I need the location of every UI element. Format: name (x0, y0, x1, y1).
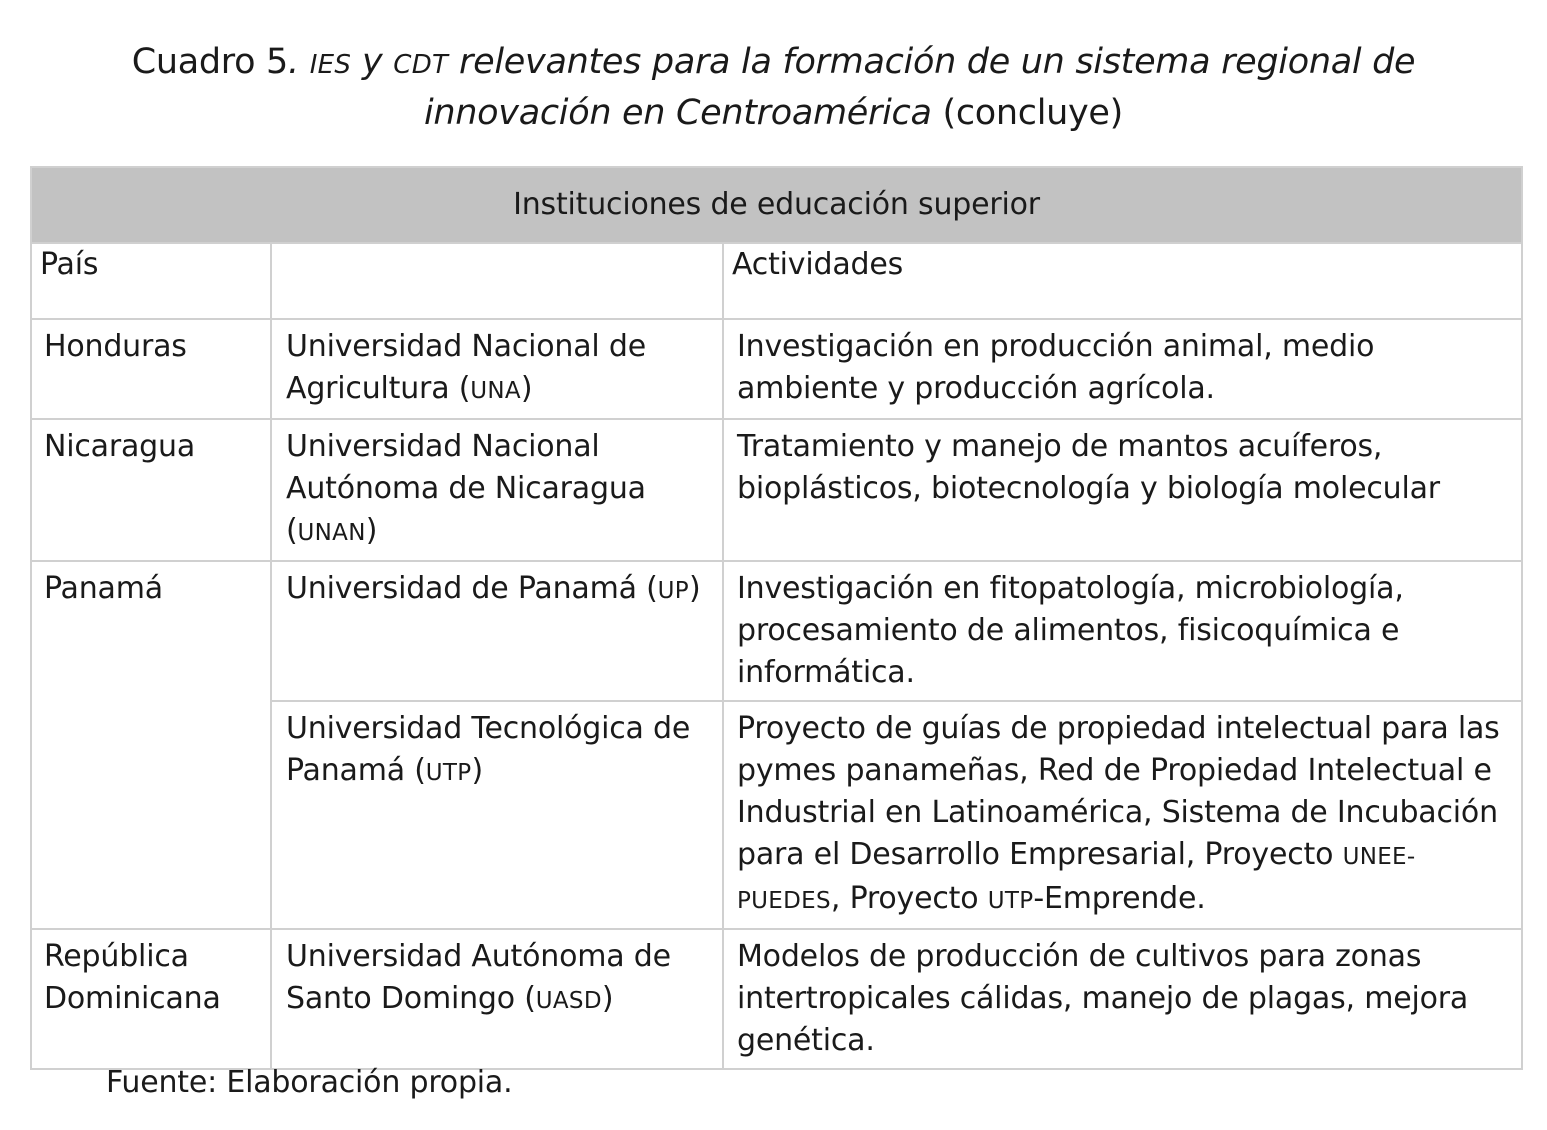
institution-cell: Universidad Tecnológica de Panamá (UTP) (271, 701, 723, 929)
country-cell: Panamá (31, 561, 271, 929)
country-cell: República Dominicana (31, 929, 271, 1069)
col-header-activities: Actividades (723, 243, 1522, 319)
col-header-institution (271, 243, 723, 319)
band-header-row (31, 167, 1522, 243)
institution-abbr: UNAN (297, 520, 366, 546)
institution-cell: Universidad Nacional Autónoma de Nicaragua (UNAN) (271, 419, 723, 561)
activities-abbr: UNEE-PUEDES (737, 844, 1416, 914)
caption-title-line2: innovación en Centroamérica (423, 93, 932, 133)
column-header-row (31, 243, 1522, 319)
caption-line-1 (0, 38, 1547, 89)
activities-cell: Modelos de producción de cultivos para zonas intertropicales cálidas, manejo de plagas, mejora genética. (723, 929, 1522, 1069)
caption-join: y (351, 42, 394, 82)
activities-cell: Investigación en fitopatología, microbiología, procesamiento de alimentos, fisicoquímica e informática. (723, 561, 1522, 701)
caption-title-rest: relevantes para la formación de un sistema regional de (448, 42, 1416, 82)
institution-name: Universidad de Panamá (286, 571, 637, 606)
caption-suffix: (concluye) (931, 93, 1124, 133)
caption-separator: . (288, 42, 310, 82)
table-row (31, 419, 1522, 561)
institution-abbr: UP (657, 578, 689, 604)
band-header: Instituciones de educación superior (31, 167, 1522, 243)
institution-abbr: UNA (470, 378, 521, 404)
activities-text: Proyecto de guías de propiedad intelectual para las pymes panameñas, Red de Propiedad Intelectual e Industrial en Latinoamérica, Sistema de Incubación para el Desarrollo Empresarial, Proyecto (737, 711, 1500, 872)
institutions-table (30, 166, 1523, 1070)
institution-name: Universidad Nacional de Agricultura (286, 329, 646, 406)
caption-label: Cuadro 5 (131, 42, 289, 82)
caption-abbr-cdt: CDT (393, 50, 449, 80)
table-row (31, 319, 1522, 419)
table-row (31, 561, 1522, 701)
col-header-country: País (31, 243, 271, 319)
source-note: Fuente: Elaboración propia. (106, 1065, 513, 1100)
activities-cell (723, 701, 1522, 929)
institution-cell: Universidad de Panamá (UP) (271, 561, 723, 701)
country-cell: Honduras (31, 319, 271, 419)
activities-abbr: UTP (987, 888, 1034, 914)
activities-text: -Emprende. (1033, 881, 1206, 916)
table-row (31, 929, 1522, 1069)
country-cell: Nicaragua (31, 419, 271, 561)
institution-abbr: UASD (535, 988, 602, 1014)
institution-abbr: UTP (425, 760, 472, 786)
activities-text: , Proyecto (830, 881, 988, 916)
institution-name: Universidad Nacional Autónoma de Nicaragua (286, 429, 646, 506)
table-caption (0, 38, 1547, 137)
caption-line-2 (0, 89, 1547, 137)
activities-cell: Tratamiento y manejo de mantos acuíferos, bioplásticos, biotecnología y biología molecular (723, 419, 1522, 561)
institution-cell: Universidad Autónoma de Santo Domingo (UASD) (271, 929, 723, 1069)
institution-cell: Universidad Nacional de Agricultura (UNA) (271, 319, 723, 419)
institution-name: Universidad Tecnológica de Panamá (286, 711, 691, 788)
activities-cell: Investigación en producción animal, medio ambiente y producción agrícola. (723, 319, 1522, 419)
institution-name: Universidad Autónoma de Santo Domingo (286, 939, 671, 1016)
caption-abbr-ies: IES (309, 50, 352, 80)
